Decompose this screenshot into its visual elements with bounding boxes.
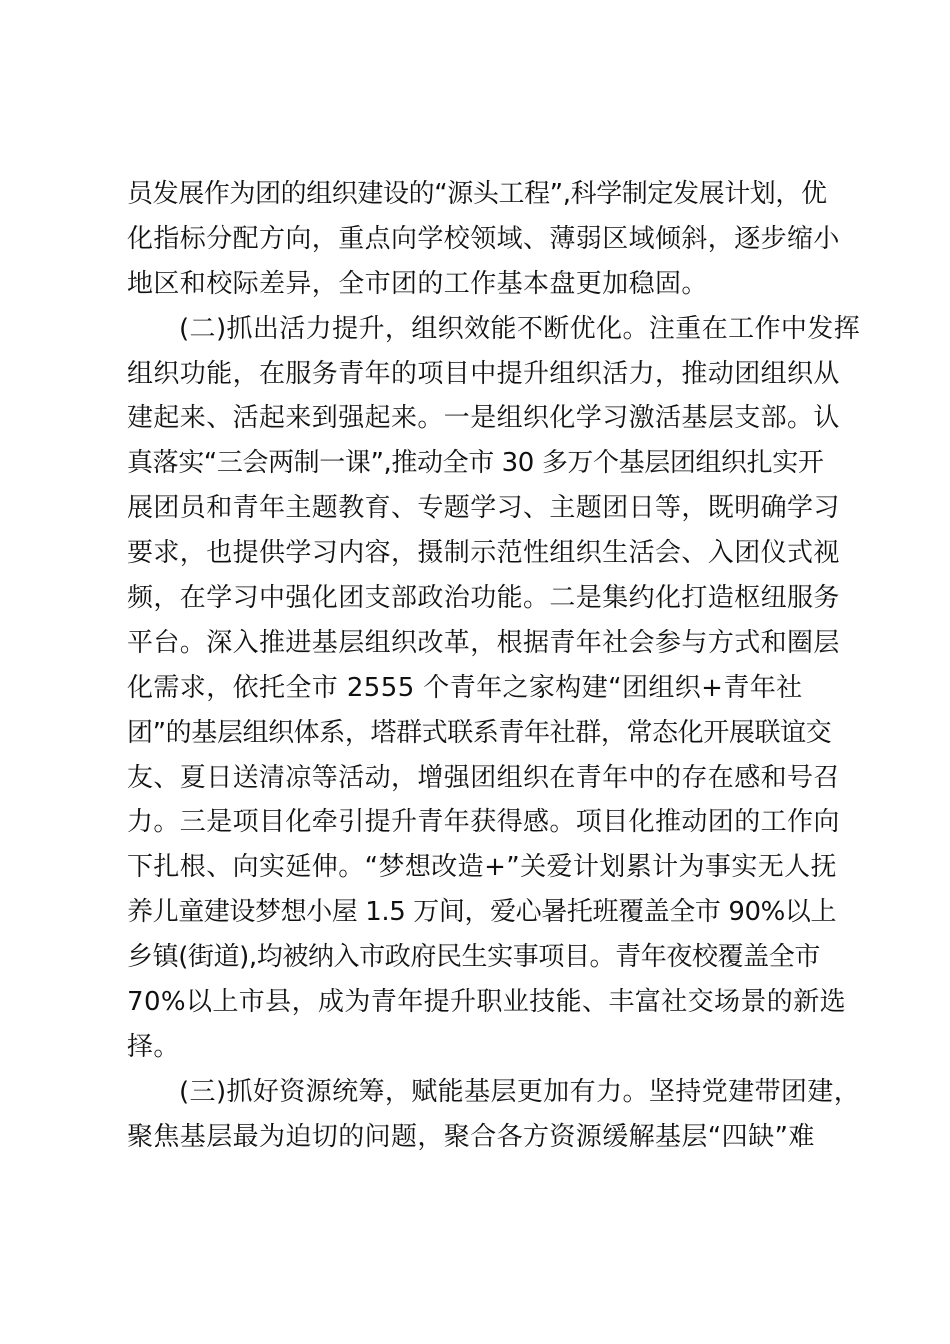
text-line: 要求，也提供学习内容，摄制示范性组织生活会、入团仪式视 — [127, 538, 840, 569]
text-line: 地区和校际差异，全市团的工作基本盘更加稳固。 — [127, 268, 708, 299]
text-line: 组织功能，在服务青年的项目中提升组织活力，推动团组织从 — [127, 358, 840, 389]
paragraph-start-line: (三)抓好资源统筹，赋能基层更加有力。坚持党建带团建， — [179, 1076, 861, 1107]
text-line: 聚焦基层最为迫切的问题，聚合各方资源缓解基层“四缺”难 — [127, 1121, 815, 1152]
text-line: 化指标分配方向，重点向学校领域、薄弱区域倾斜，逐步缩小 — [127, 223, 840, 254]
text-line: 养儿童建设梦想小屋 1.5 万间，爱心暑托班覆盖全市 90%以上 — [127, 897, 837, 928]
text-line: 展团员和青年主题教育、专题学习、主题团日等，既明确学习 — [127, 493, 840, 524]
text-line: 友、夏日送清凉等活动，增强团组织在青年中的存在感和号召 — [127, 762, 840, 793]
text-line: 建起来、活起来到强起来。一是组织化学习激活基层支部。认 — [127, 403, 840, 434]
text-line: 平台。深入推进基层组织改革，根据青年社会参与方式和圈层 — [127, 627, 840, 658]
document-body — [127, 172, 861, 1160]
text-line: 频，在学习中强化团支部政治功能。二是集约化打造枢纽服务 — [127, 583, 840, 614]
paragraph-start-line: (二)抓出活力提升，组织效能不断优化。注重在工作中发挥 — [179, 313, 861, 344]
text-line: 乡镇(街道),均被纳入市政府民生实事项目。青年夜校覆盖全市 — [127, 942, 820, 973]
text-line: 员发展作为团的组织建设的“源头工程”,科学制定发展计划，优 — [127, 179, 827, 209]
text-line: 真落实“三会两制一课”,推动全市 30 多万个基层团组织扎实开 — [127, 448, 824, 479]
text-line: 化需求，依托全市 2555 个青年之家构建“团组织+青年社 — [127, 672, 803, 703]
text-line: 择。 — [127, 1031, 180, 1062]
text-line: 团”的基层组织体系，塔群式联系青年社群，常态化开展联谊交 — [127, 717, 832, 748]
text-line: 力。三是项目化牵引提升青年获得感。项目化推动团的工作向 — [127, 807, 840, 838]
text-line: 70%以上市县，成为青年提升职业技能、丰富社交场景的新选 — [127, 987, 846, 1018]
text-line: 下扎根、向实延伸。“梦想改造+”关爱计划累计为事实无人抚 — [127, 852, 837, 883]
